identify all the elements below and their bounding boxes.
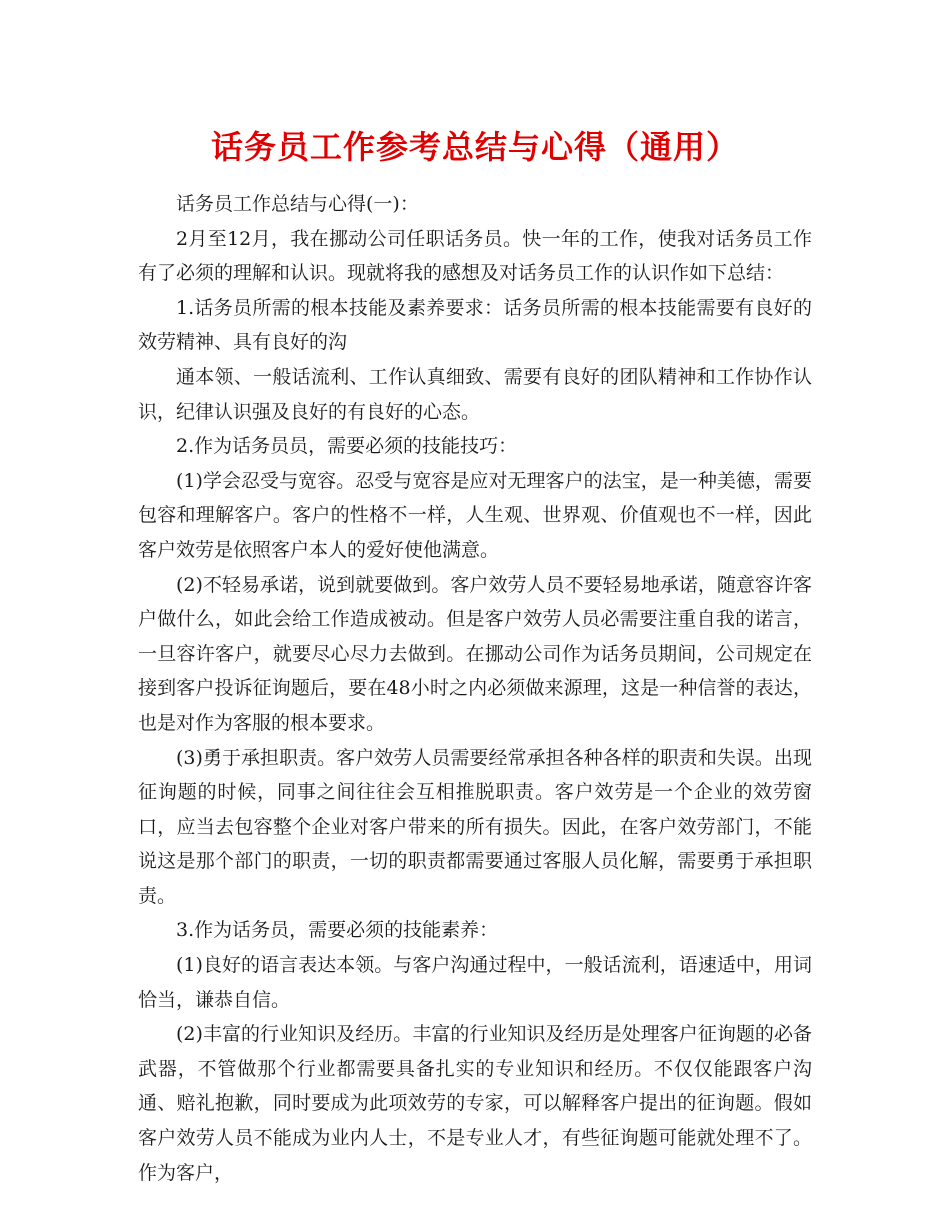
paragraph-section-3-item-1: (1)良好的语言表达本领。与客户沟通过程中，一般话流利，语速适中，用词恰当，谦恭自信。 [138,954,812,1011]
paragraph-section-3-item-2: (2)丰富的行业知识及经历。丰富的行业知识及经历是处理客户征询题的必备武器，不管做那个行业都需要具备扎实的专业知识和经历。不仅仅能跟客户沟通、赔礼抱歉，同时要成为此项效劳的专家，可以解释客户提出的征询题。假如客户效劳人员不能成为业内人士，不是专业人才，有些征询题可能就处理不了。作为客户， [138,1023,812,1184]
paragraph-section-3: 3.作为话务员，需要必须的技能素养： [176,919,499,942]
paragraph-intro-heading: 话务员工作总结与心得(一)： [176,193,419,215]
paragraph-section-2: 2.作为话务员员，需要必须的技能技巧： [176,435,518,458]
paragraph-section-1: 1.话务员所需的根本技能及素养要求：话务员所需的根本技能需要有良好的效劳精神、具有良好的沟 [138,296,812,354]
paragraph-section-2-item-2: (2)不轻易承诺，说到就要做到。客户效劳人员不要轻易地承诺，随意容许客户做什么，如此会给工作造成被动。但是客户效劳人员必需要注重自我的诺言，一旦容许客户，就要尽心尽力去做到。在挪动公司作为话务员期间，公司规定在接到客户投诉征询题后，要在48小时之内必须做来源理，这是一种信誉的表达，也是对作为客服的根本要求。 [138,573,812,734]
paragraph-overview: 2月至12月，我在挪动公司任职话务员。快一年的工作，使我对话务员工作有了必须的理解和认识。现就将我的感想及对话务员工作的认识作如下总结： [138,227,812,285]
paragraph-section-1-cont: 通本领、一般话流利、工作认真细致、需要有良好的团队精神和工作协作认识，纪律认识强及良好的有良好的心态。 [138,365,812,423]
paragraph-section-2-item-1: (1)学会忍受与宽容。忍受与宽容是应对无理客户的法宝，是一种美德，需要包容和理解客户。客户的性格不一样，人生观、世界观、价值观也不一样，因此客户效劳是依照客户本人的爱好使他满意。 [138,469,812,561]
document-body [138,187,812,1190]
document-title: 话务员工作参考总结与心得（通用） [210,128,739,166]
paragraph-section-2-item-3: (3)勇于承担职责。客户效劳人员需要经常承担各种各样的职责和失误。出现征询题的时候，同事之间往往会互相推脱职责。客户效劳是一个企业的效劳窗口，应当去包容整个企业对客户带来的所有损失。因此，在客户效劳部门，不能说这是那个部门的职责，一切的职责都需要通过客服人员化解，需要勇于承担职责。 [138,746,812,907]
